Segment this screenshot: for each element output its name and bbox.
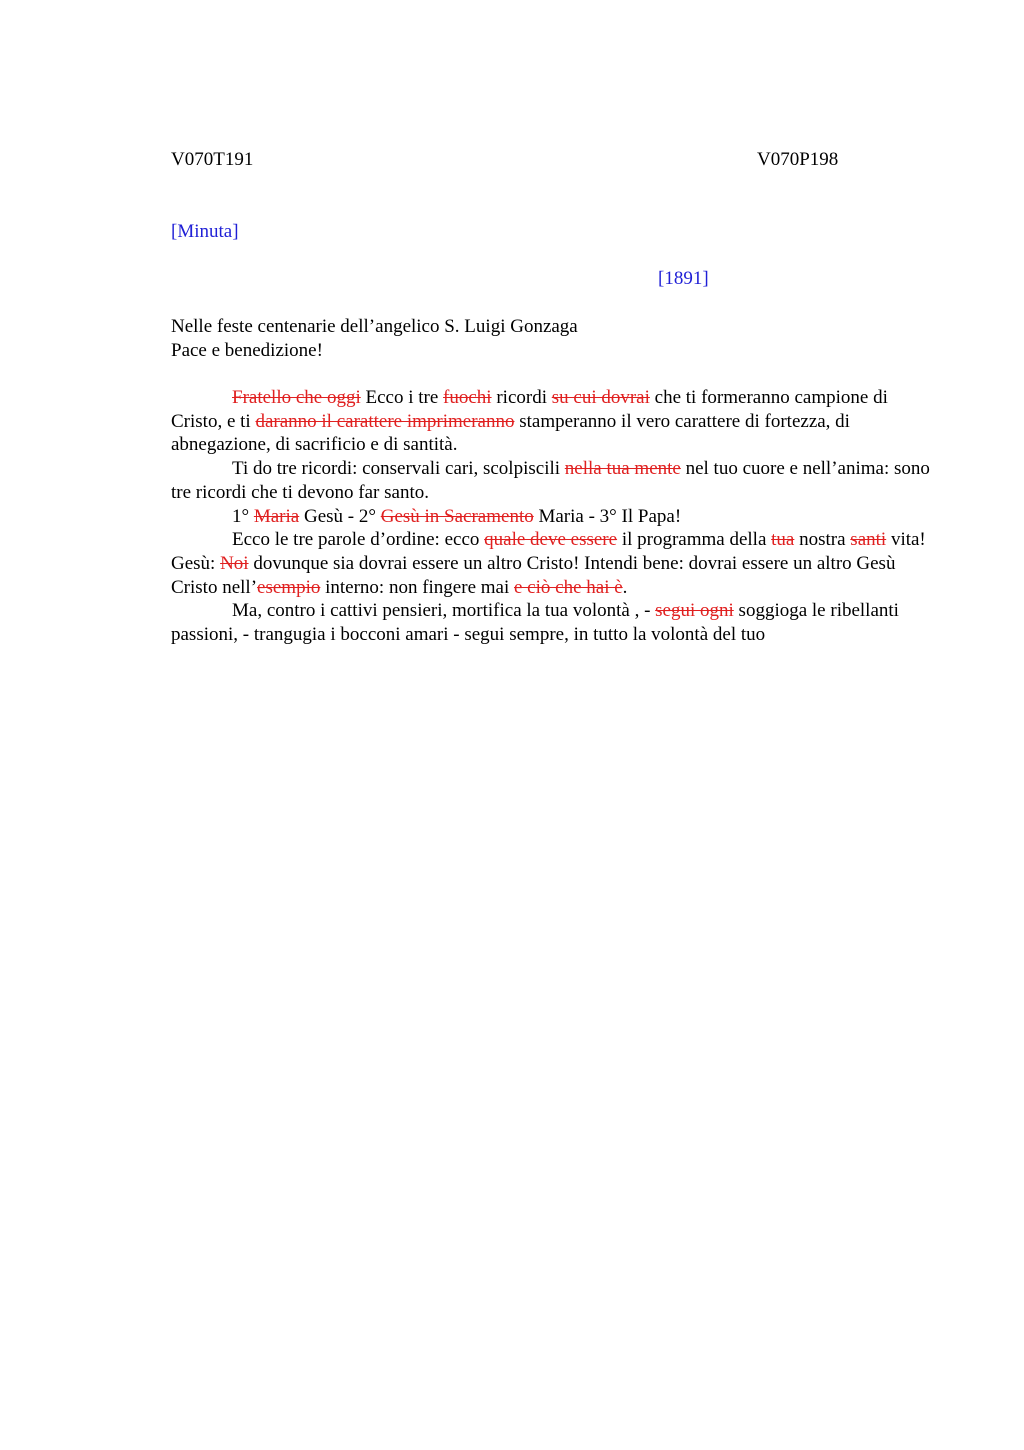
text-segment: vita! Gesù: (171, 529, 926, 574)
text-segment: interno: non fingere mai (320, 576, 514, 598)
paragraph (171, 528, 931, 599)
deleted-text: Fratello che oggi (232, 387, 361, 408)
text-segment: Maria - 3° Il Papa! (533, 505, 682, 527)
deleted-text: Noi (220, 552, 249, 574)
deleted-text: tua (771, 529, 795, 551)
deleted-text: Maria (253, 505, 300, 527)
deleted-text: segui ogni (655, 600, 734, 622)
header-left-code: V070T191 (171, 149, 254, 170)
deleted-text: Gesù in Sacramento (380, 505, 534, 527)
text-segment: 1° (232, 505, 254, 527)
text-segment: ricordi (491, 387, 552, 408)
text-segment: stamperanno il vero carattere di fortezza, di abnegazione, di sacrificio e di santità. (171, 410, 850, 456)
text-segment: nel tuo cuore e nell’anima: sono tre ricordi che ti devono far santo. (171, 458, 930, 503)
intro-line-1: Nelle feste centenarie dell’angelico S. Luigi Gonzaga (171, 316, 578, 337)
text-segment: soggioga le ribellanti passioni, - trangugia i bocconi amari - segui sempre, in tutto la volontà del tuo (171, 600, 899, 646)
deleted-text: e ciò che hai è (514, 576, 623, 598)
letter-body (171, 386, 931, 647)
text-segment: Ecco le tre parole d’ordine: ecco (232, 529, 485, 551)
deleted-text: fuochi (443, 387, 492, 408)
paragraph (171, 599, 931, 646)
paragraph (171, 457, 931, 504)
text-segment: Gesù - 2° (299, 505, 381, 527)
paragraph (171, 386, 931, 457)
deleted-text: nella tua mente (564, 458, 681, 480)
deleted-text: santi (850, 529, 887, 551)
date-label: [1891] (658, 268, 709, 289)
minuta-label: [Minuta] (171, 221, 239, 242)
deleted-text: quale deve essere (484, 529, 618, 551)
text-segment: . (622, 576, 628, 598)
header-right-code: V070P198 (757, 149, 839, 170)
deleted-text: daranno il carattere imprimeranno (255, 410, 515, 432)
deleted-text: esempio (257, 576, 321, 598)
intro-line-2: Pace e benedizione! (171, 340, 323, 361)
text-segment: nostra (794, 529, 851, 551)
text-segment: il programma della (617, 529, 772, 551)
text-segment: che ti formeranno campione di Cristo, e ti (171, 387, 888, 432)
deleted-text: su cui dovrai (551, 387, 650, 408)
paragraph (171, 505, 931, 529)
text-segment: Ti do tre ricordi: conservali cari, scolpiscili (232, 458, 565, 480)
text-segment: dovunque sia dovrai essere un altro Cristo! Intendi bene: dovrai essere un altro Gesù Cristo nell’ (171, 552, 896, 598)
text-segment: Ecco i tre (360, 387, 444, 408)
text-segment: Ma, contro i cattivi pensieri, mortifica la tua volontà , - (232, 600, 656, 622)
